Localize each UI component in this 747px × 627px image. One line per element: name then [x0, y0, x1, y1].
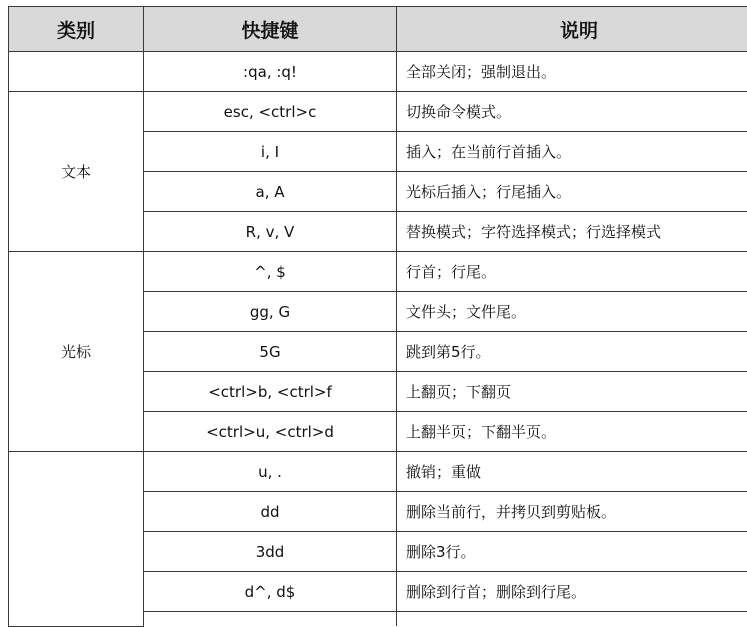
shortcut-cell: <ctrl>u, <ctrl>d [144, 412, 397, 452]
shortcut-cell: dd [144, 492, 397, 532]
description-cell: 删除3行。 [397, 532, 747, 572]
table-row [9, 52, 747, 92]
shortcut-cell: gg, G [144, 292, 397, 332]
shortcut-table [8, 6, 747, 627]
category-cell-cursor: 光标 [9, 252, 144, 452]
shortcut-cell: a, A [144, 172, 397, 212]
description-cell: 删除到行首；删除到行尾。 [397, 572, 747, 612]
header-description: 说明 [397, 7, 747, 52]
shortcut-cell: :qa, :q! [144, 52, 397, 92]
category-cell [9, 52, 144, 92]
description-cell: 跳到第5行。 [397, 332, 747, 372]
description-cell: 替换模式；字符选择模式；行选择模式 [397, 212, 747, 252]
description-cell [397, 612, 747, 627]
description-cell: 上翻半页；下翻半页。 [397, 412, 747, 452]
category-cell-edit [9, 452, 144, 627]
shortcut-cell: esc, <ctrl>c [144, 92, 397, 132]
shortcut-cell: d^, d$ [144, 572, 397, 612]
description-cell: 文件头；文件尾。 [397, 292, 747, 332]
description-cell: 插入；在当前行首插入。 [397, 132, 747, 172]
shortcut-cell: u, . [144, 452, 397, 492]
description-cell: 全部关闭；强制退出。 [397, 52, 747, 92]
shortcut-cell: ^, $ [144, 252, 397, 292]
shortcut-cell: i, I [144, 132, 397, 172]
shortcut-cell: <ctrl>b, <ctrl>f [144, 372, 397, 412]
description-cell: 光标后插入；行尾插入。 [397, 172, 747, 212]
header-category: 类别 [9, 7, 144, 52]
table-row [9, 92, 747, 132]
table-row [9, 452, 747, 492]
description-cell: 行首；行尾。 [397, 252, 747, 292]
shortcut-cell: R, v, V [144, 212, 397, 252]
description-cell: 上翻页；下翻页 [397, 372, 747, 412]
description-cell: 撤销；重做 [397, 452, 747, 492]
description-cell: 删除当前行，并拷贝到剪贴板。 [397, 492, 747, 532]
shortcut-cell [144, 612, 397, 627]
description-cell: 切换命令模式。 [397, 92, 747, 132]
shortcut-cell: 3dd [144, 532, 397, 572]
header-shortcut: 快捷键 [144, 7, 397, 52]
shortcut-cell: 5G [144, 332, 397, 372]
table-header-row [9, 7, 747, 52]
category-cell-text: 文本 [9, 92, 144, 252]
table-row [9, 252, 747, 292]
